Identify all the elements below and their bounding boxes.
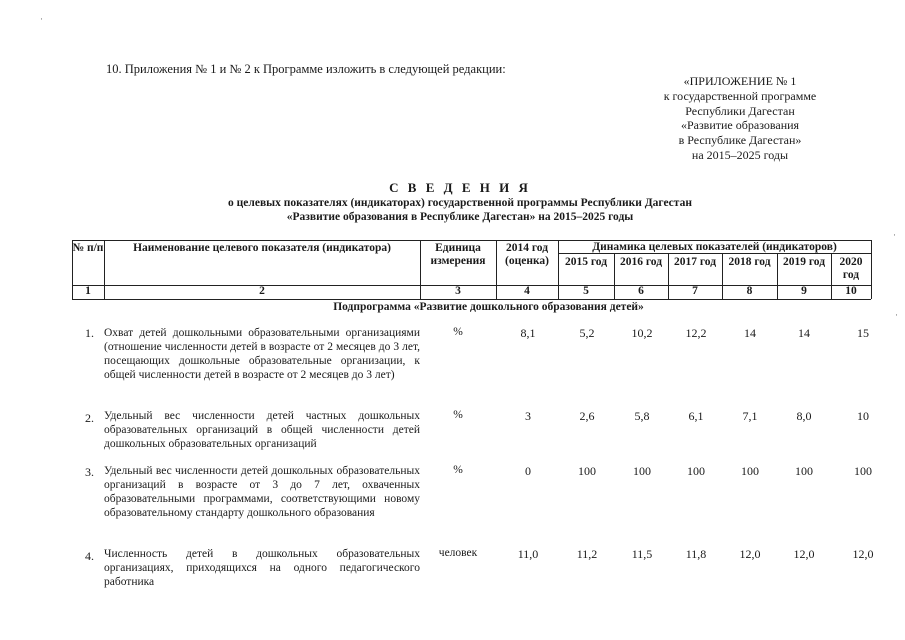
header-year: 2015 год [564,256,608,268]
row-unit: человек [438,547,478,559]
row-value: 100 [741,464,759,478]
row-value: 12,0 [793,547,815,561]
header-dynamics: Динамика целевых показателей (индикаторов) [592,241,837,253]
column-number: 8 [746,285,753,297]
row-value: 2,6 [579,409,595,423]
row-number: 2. [85,411,94,425]
column-number: 6 [638,285,644,297]
row-value: 100 [633,464,651,478]
row-unit: % [453,326,463,338]
row-value: 100 [795,464,813,478]
column-number: 3 [455,285,461,297]
row-value: 10,2 [631,326,653,340]
header-unit: Единица измерения [430,242,486,267]
header-estimate: 2014 год (оценка) [505,242,549,267]
title-main: С В Е Д Е Н И Я [389,180,531,195]
appendix-heading [620,74,860,163]
row-value: 5,8 [634,409,650,423]
header-no: № п/п [72,242,104,254]
document-title [160,180,760,224]
appendix-line: в Республике Дагестан» [678,133,802,148]
grid-line [871,240,872,299]
row-value: 0 [525,464,531,478]
grid-line [72,299,871,300]
column-number: 5 [583,285,589,297]
row-number: 1. [85,326,94,340]
row-indicator-name: Удельный вес численности детей дошкольных образовательных организаций в возрасте от 3 до 7 лет, охваченных образовательными программами, соответствующими новому образовательному стандарту дошкольного образования [104,465,420,519]
column-number: 1 [85,285,91,297]
appendix-line: «Развитие образования [680,118,800,133]
row-value: 10 [857,409,869,423]
column-number: 9 [801,285,807,297]
header-year: 2016 год [619,256,663,268]
row-indicator-name: Охват детей дошкольными образовательными организациями (отношение численности детей в возрасте от 2 месяцев до 3 лет, посещающих дошкольные образовательные организации, к общей численности детей в возрасте от 2 месяцев до 3 лет) [104,327,420,381]
appendix-line: к государственной программе [663,88,817,103]
column-number: 10 [845,285,857,297]
row-value: 100 [687,464,705,478]
header-name: Наименование целевого показателя (индикатора) [133,242,391,254]
scan-speck: · [40,14,43,24]
row-value: 12,0 [852,547,874,561]
subprogram-heading: Подпрограмма «Развитие дошкольного образования детей» [333,301,644,313]
row-unit: % [453,464,463,476]
column-number: 4 [524,285,530,297]
scan-speck: · [893,230,896,240]
row-value: 14 [744,326,756,340]
title-line-1: о целевых показателях (индикаторах) государственной программы Республики Дагестан [228,197,692,209]
row-value: 14 [798,326,810,340]
row-value: 5,2 [579,326,595,340]
row-value: 11,2 [576,547,598,561]
row-value: 100 [578,464,596,478]
row-number: 4. [85,549,94,563]
row-number: 3. [85,465,94,479]
row-value: 6,1 [688,409,704,423]
row-value: 8,0 [796,409,812,423]
intro-paragraph: 10. Приложения № 1 и № 2 к Программе изложить в следующей редакции: [106,62,506,76]
column-number: 2 [259,285,265,297]
header-year: 2018 год [728,256,771,268]
header-year: 2017 год [673,256,717,268]
row-value: 12,2 [685,326,707,340]
title-line-2: «Развитие образования в Республике Дагестан» на 2015–2025 годы [286,211,634,223]
column-number: 7 [692,285,698,297]
row-value: 7,1 [742,409,758,423]
row-value: 11,0 [517,547,539,561]
row-value: 3 [525,409,531,423]
row-indicator-name: Удельный вес численности детей частных дошкольных образовательных организаций в общей численности детей дошкольных образовательных организаций [104,410,420,450]
scan-speck: · [895,310,898,320]
header-year: 2020 год [839,256,863,281]
row-unit: % [453,409,463,421]
row-indicator-name: Численность детей в дошкольных образовательных организациях, приходящихся на одного педагогического работника [104,548,420,588]
row-value: 11,8 [685,547,707,561]
appendix-line: Республики Дагестан [685,103,795,118]
header-year: 2019 год [782,256,826,268]
appendix-line: «ПРИЛОЖЕНИЕ № 1 [683,74,797,88]
row-value: 100 [854,464,872,478]
row-value: 15 [857,326,869,340]
row-value: 12,0 [739,547,761,561]
row-value: 8,1 [520,326,536,340]
row-value: 11,5 [631,547,653,561]
appendix-line: на 2015–2025 годы [691,147,789,162]
